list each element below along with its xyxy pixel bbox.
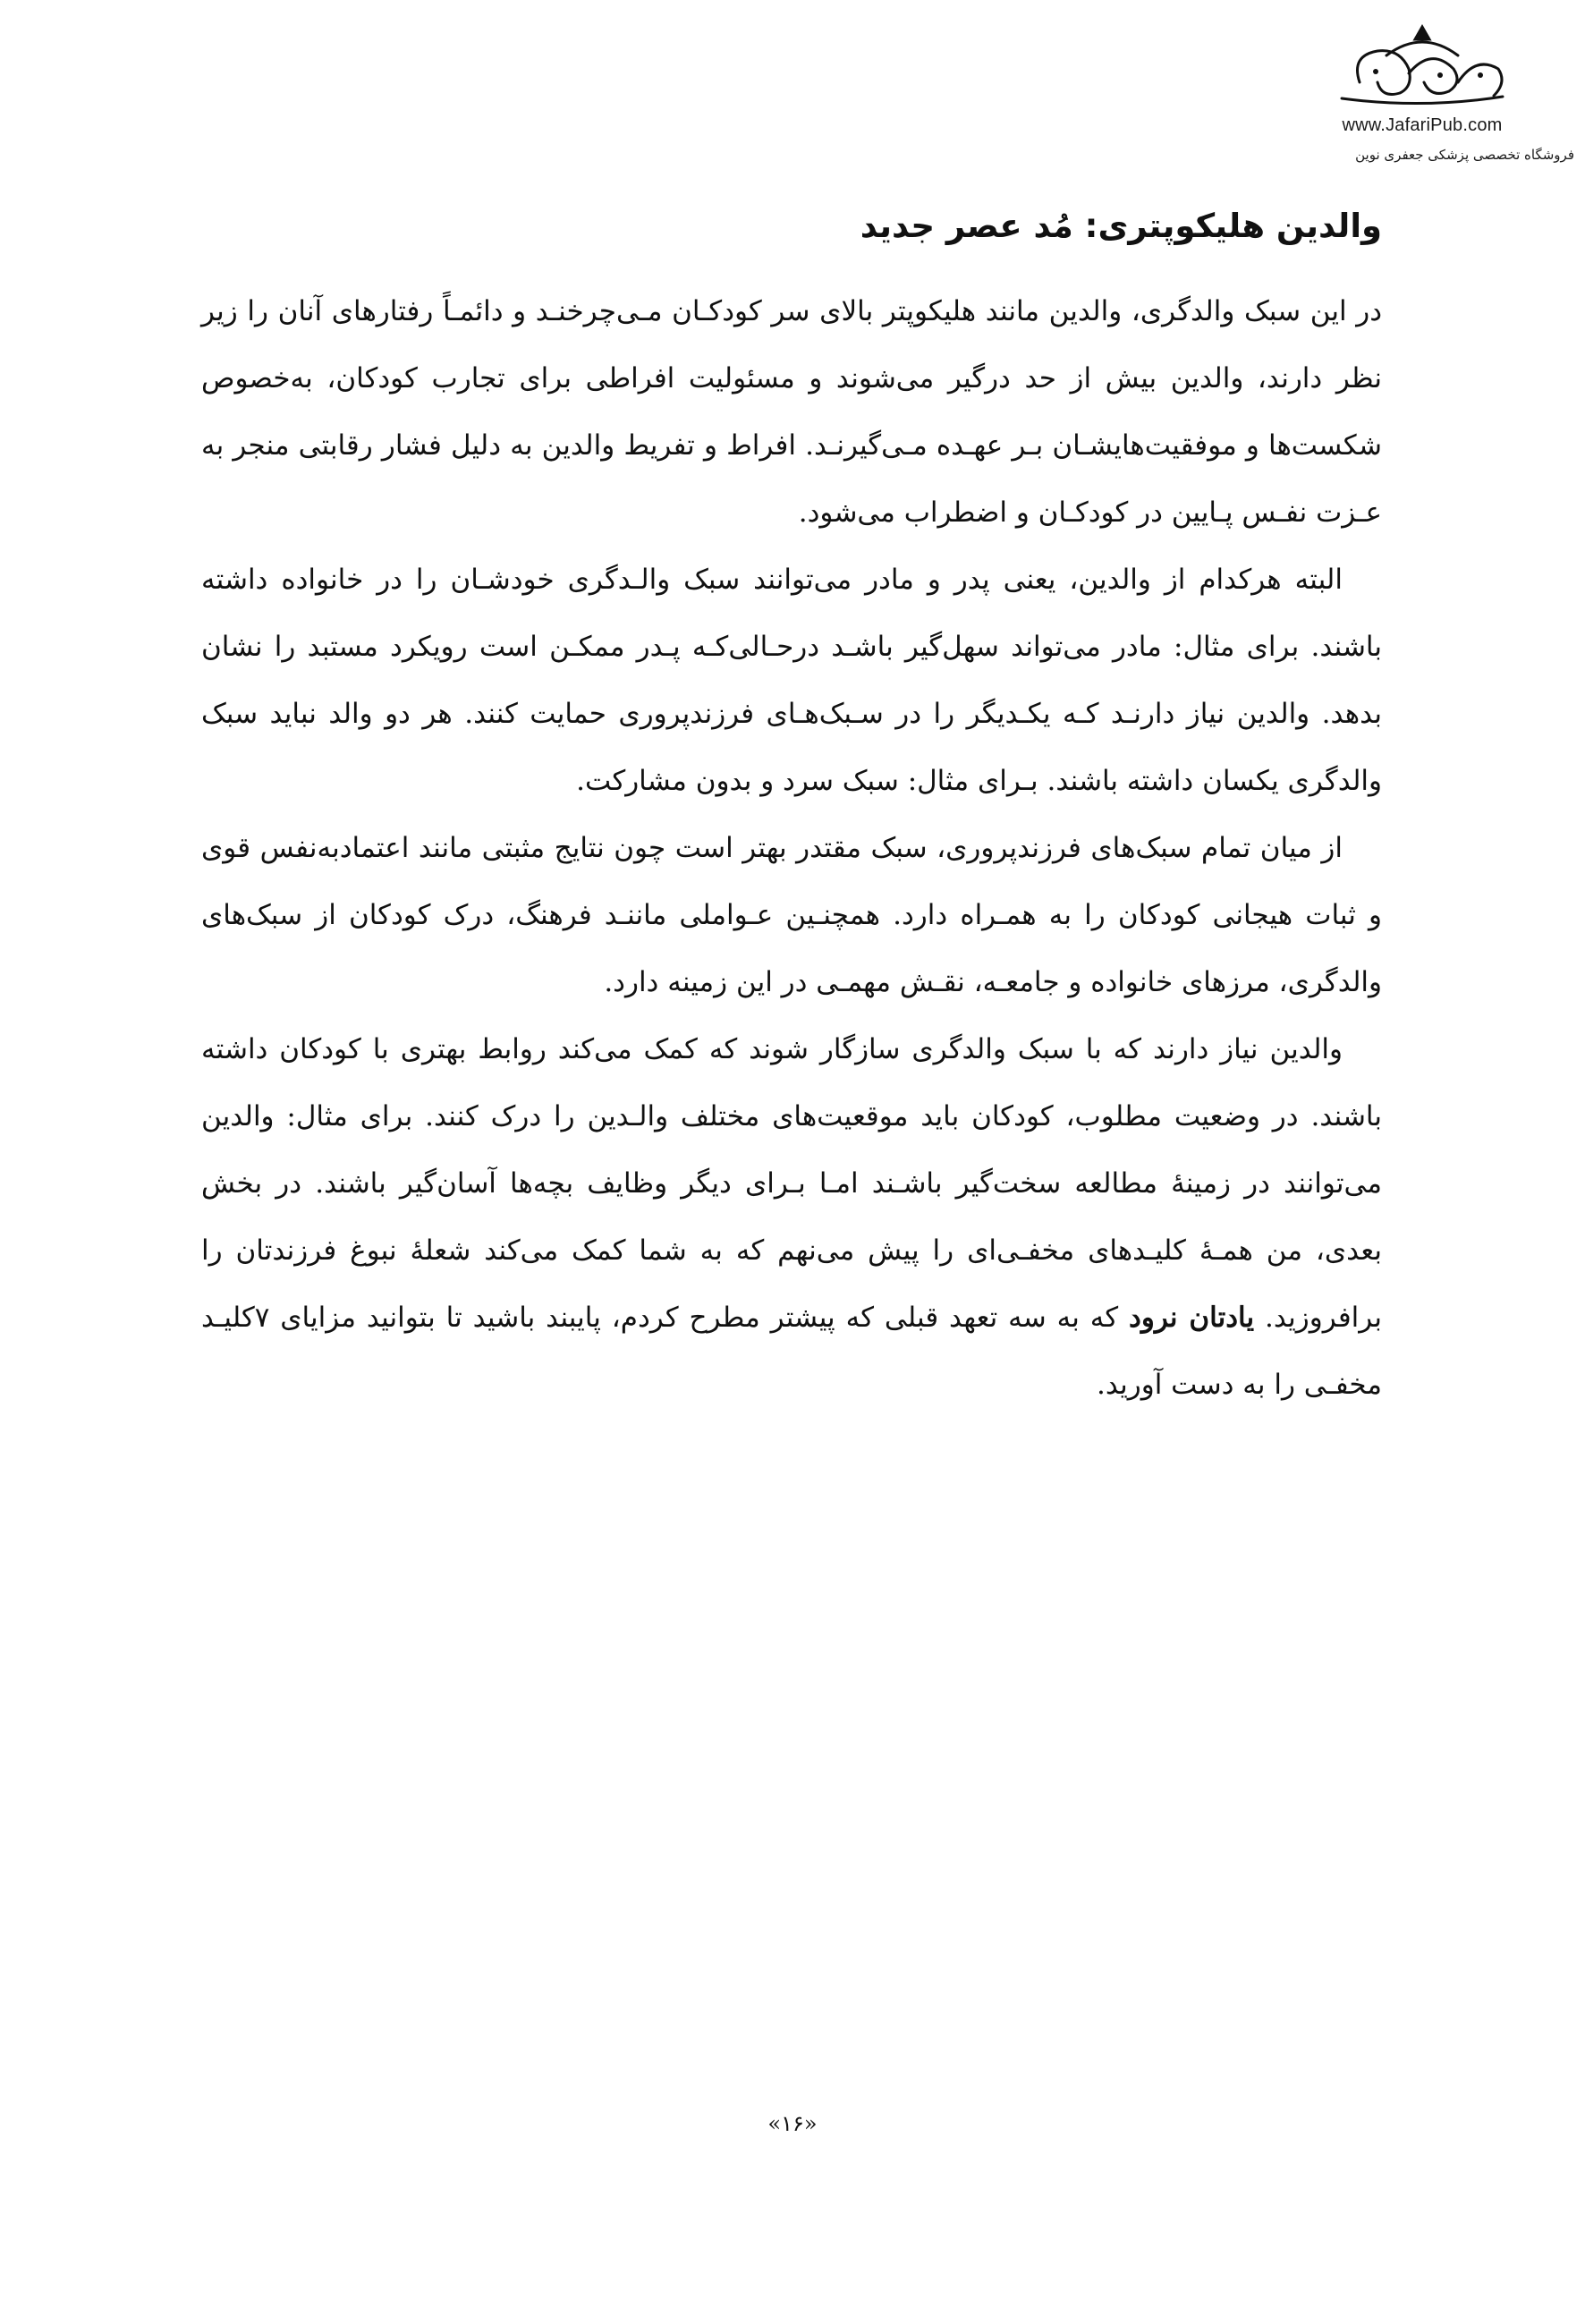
paragraph-4-text-before: والدین نیاز دارند که با سبک والدگری سازگار شوند که کمک می‌کند روابط بهتری با کودکان داشته باشند. در وضعیت مطلوب، کودکان باید موقعیت‌های مختلف والـدین را درک کنند. برای مثال: والدین می‌توانند در زمینهٔ مطالعه سخت‌گیر باشـند امـا بـرای دیگر وظایف بچه‌ها آسان‌گیر باشند. در بخش بعدی، من همـهٔ کلیـدهای مخفـی‌ای را پیش می‌نهم که به شما کمک می‌کند شعلهٔ نبوغ فرزندتان را برافروزید. bbox=[201, 1032, 1382, 1334]
paragraph-2: البته هرکدام از والدین، یعنی پدر و مادر می‌توانند سبک والـدگری خودشـان را در خانواده داشته باشند. برای مثال: مادر می‌تواند سهل‌گیر باشـد درحـالی‌کـه پـدر ممکـن است رویکرد مستبد را نشان بدهد. والدین نیاز دارنـد کـه یکـدیگر را در سـبک‌هـای فرزندپروری حمایت کنند. هر دو والد نباید سبک والدگری یکسان داشته باشند. بـرای مثال: سبک سرد و بدون مشارکت. bbox=[201, 563, 1382, 797]
paragraph-1: در این سبک والدگری، والدین مانند هلیکوپتر بالای سر کودکـان مـی‌چرخنـد و دائمـاً رفتارهای آنان را زیر نظر دارند، والدین بیش از حد درگیر می‌شوند و مسئولیت افراطی برای تجارب کودکان، به‌خصوص شکست‌ها و موفقیت‌هایشـان بـر عهـده مـی‌گیرنـد. افراط و تفریط والدین به دلیل فشار رقابتی منجر به عـزت نفـس پـایین در کودکـان و اضطراب می‌شود. bbox=[201, 294, 1382, 529]
paragraph-3: از میان تمام سبک‌های فرزندپروری، سبک مقتدر بهتر است چون نتایج مثبتی مانند اعتمادبه‌نفس قوی و ثبات هیجانی کودکان را به همـراه دارد. همچنـین عـواملی ماننـد فرهنگ، درک کودکان از سبک‌های والدگری، مرزهای خانواده و جامعـه، نقـش مهمـی در این زمینه دارد. bbox=[201, 831, 1382, 998]
section-title: والدین هلیکوپتری: مُد عصر جدید bbox=[860, 207, 1382, 245]
publisher-url: www.JafariPub.com bbox=[1342, 115, 1503, 135]
publisher-tagline: فروشگاه تخصصی پزشکی جعفری نوین bbox=[1355, 147, 1574, 163]
publisher-logo-block bbox=[1270, 20, 1574, 176]
publisher-logo-icon bbox=[1324, 20, 1521, 114]
paragraph-4-text-after: که به سه تعهد قبلی که پیشتر مطرح کردم، پایبند باشید تا بتوانید مزایای ۷کلیـد مخفـی را به دست آورید. bbox=[201, 1301, 1382, 1401]
page-number: «۱۶» bbox=[767, 2111, 818, 2136]
paragraph-4-bold-phrase: یادتان نرود bbox=[1129, 1301, 1255, 1334]
paragraph-4 bbox=[201, 1016, 1382, 1419]
page-content bbox=[201, 201, 1382, 1419]
